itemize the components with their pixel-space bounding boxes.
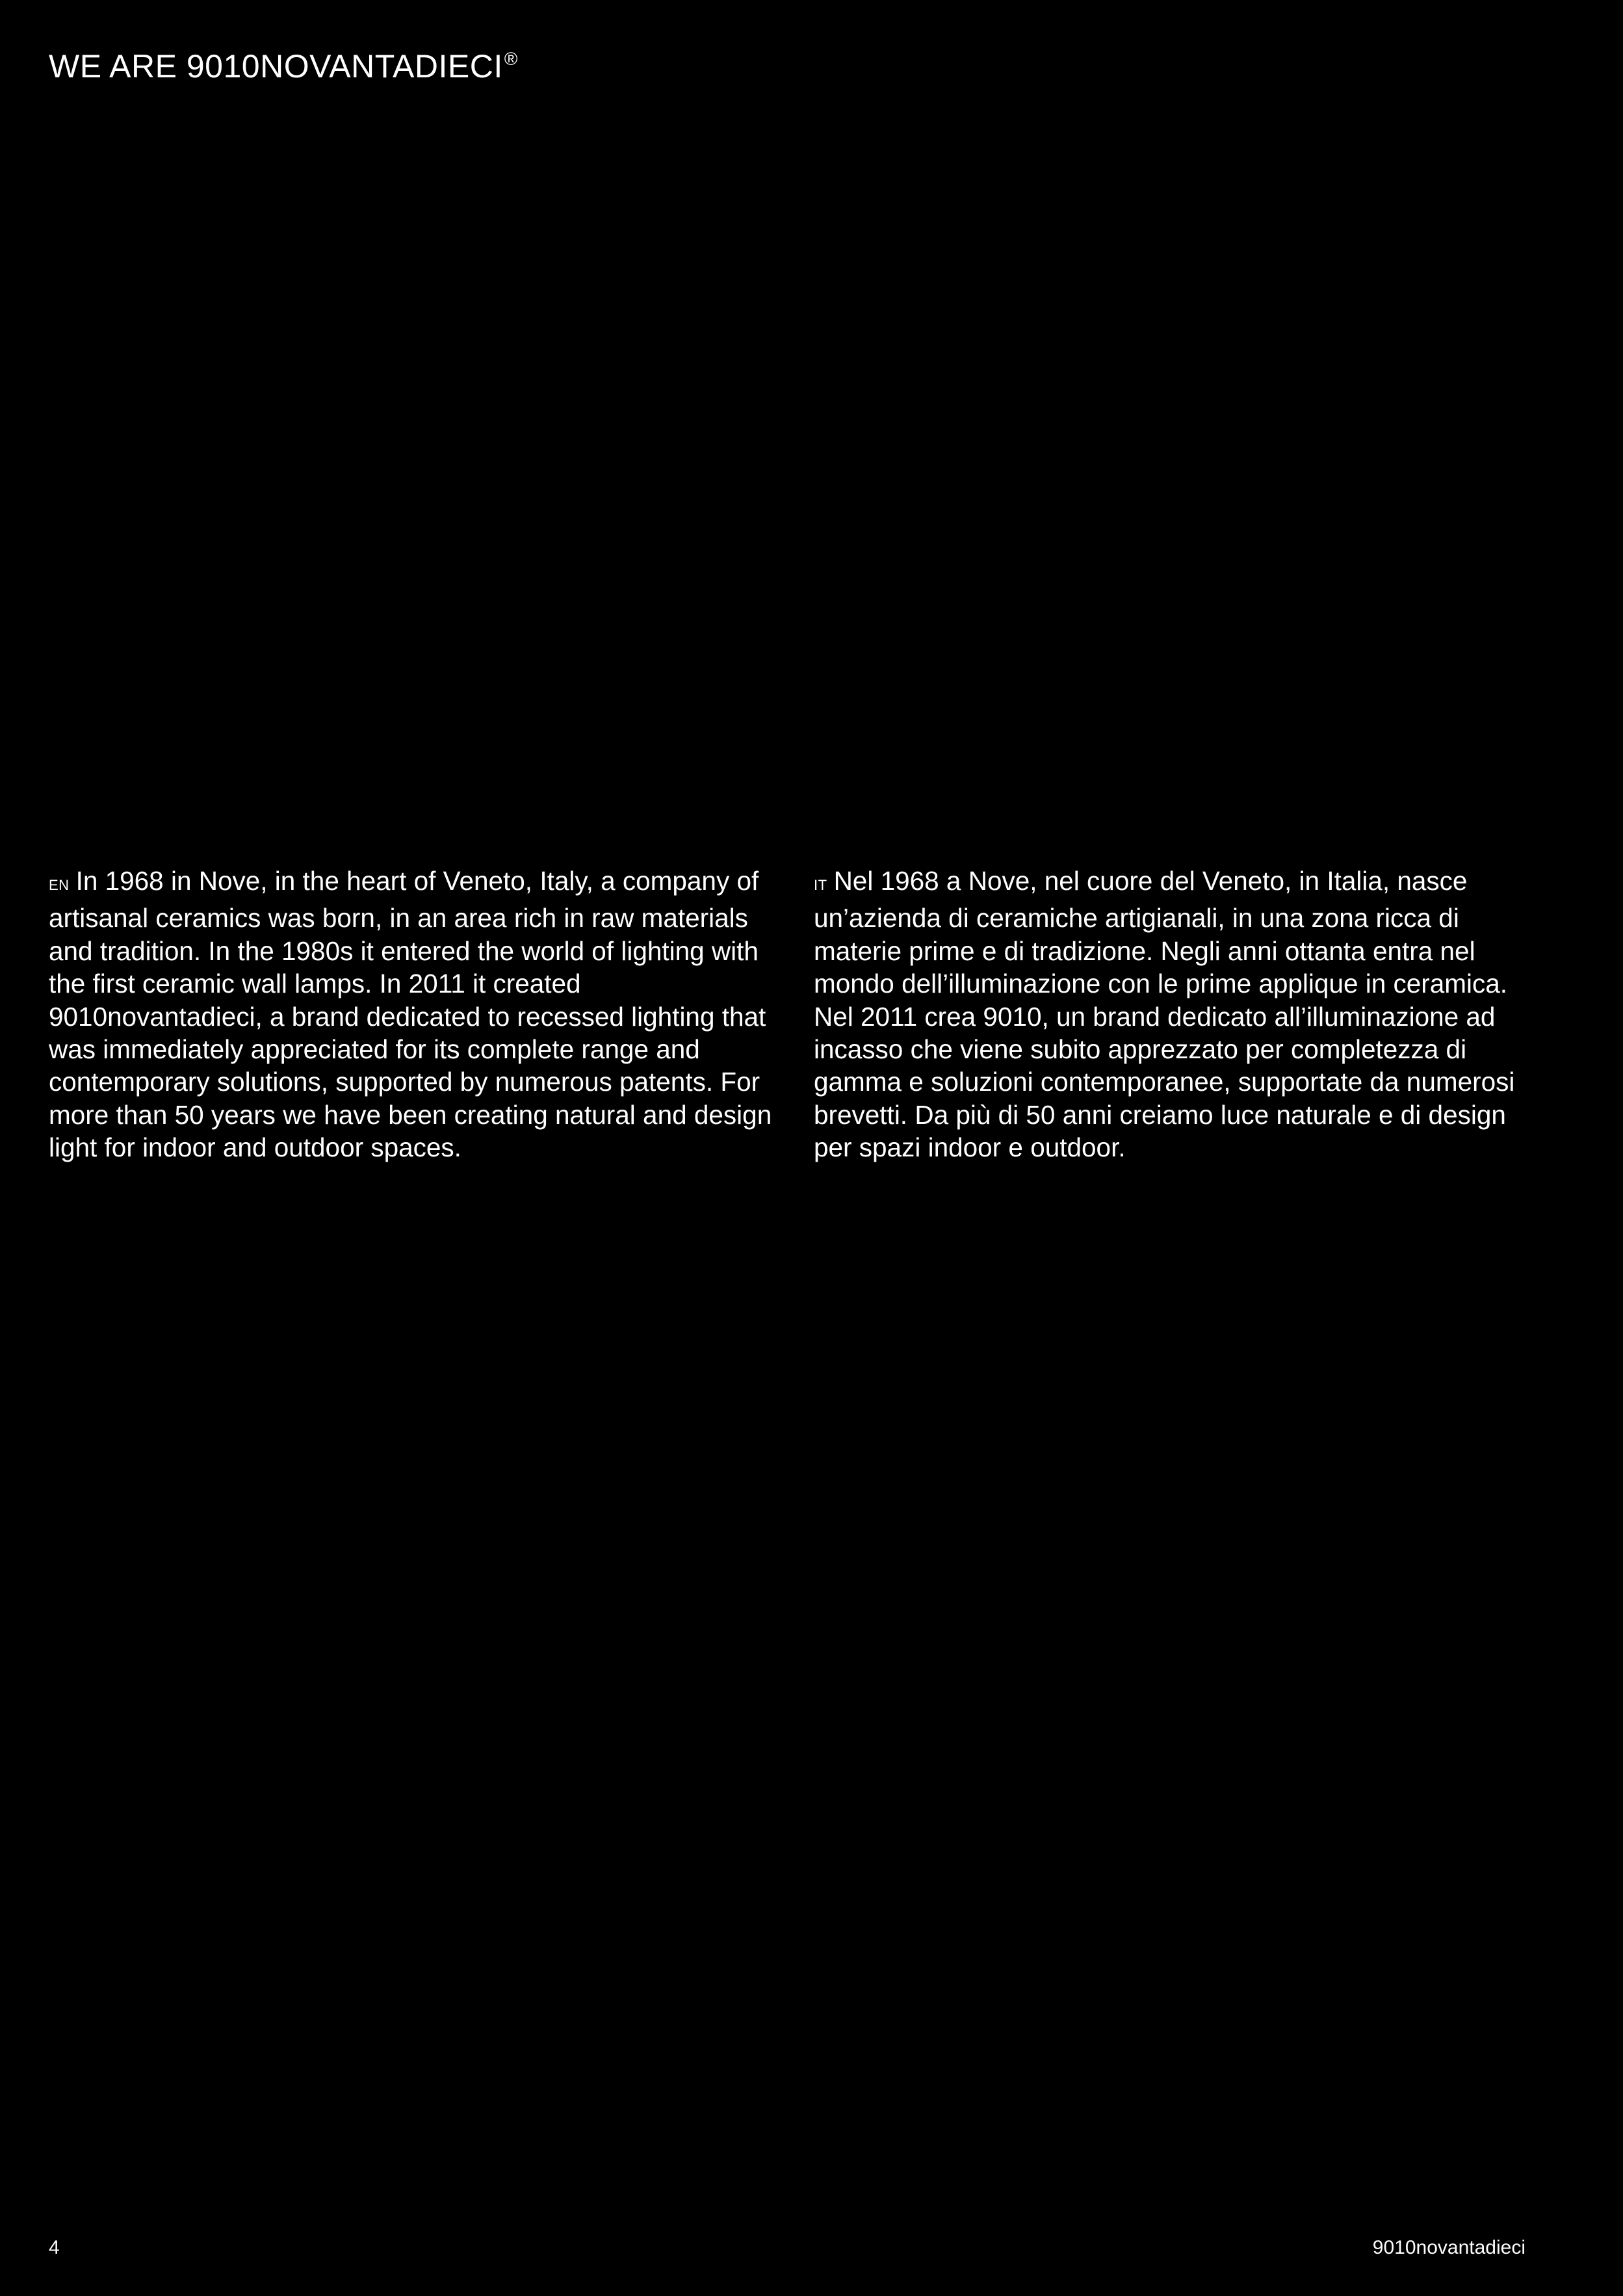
page-number: 4 [49, 2237, 60, 2258]
english-text: In 1968 in Nove, in the heart of Veneto, Italy, a company of artisanal ceramics was born, in an area rich in raw materials and tradition. In the 1980s it entered the world of lighting with the first ceramic wall lamps. In 2011 it created 9010novantadieci, a brand dedicated to recessed lighting that was immediately appreciated for its complete range and contemporary solutions, supported by numerous patents. For more than 50 years we have been creating natural and design light for indoor and outdoor spaces. [49, 866, 772, 1163]
page-title [49, 47, 518, 86]
language-tag-it: IT [814, 877, 827, 893]
footer-brand-name: 9010novantadieci [1372, 2237, 1526, 2258]
italian-paragraph [814, 865, 1542, 1164]
english-paragraph [49, 865, 777, 1164]
page-title-text: WE ARE 9010NOVANTADIECI [49, 48, 503, 85]
italian-text: Nel 1968 a Nove, nel cuore del Veneto, in Italia, nasce un’azienda di ceramiche artigianali, in una zona ricca di materie prime e di tradizione. Negli anni ottanta entra nel mondo dell’illuminazione con le prime applique in ceramica. Nel 2011 crea 9010, un brand dedicato all’illuminazione ad incasso che viene subito apprezzato per completezza di gamma e soluzioni contemporanee, supportate da numerosi brevetti. Da più di 50 anni creiamo luce naturale e di design per spazi indoor e outdoor. [814, 866, 1515, 1163]
language-tag-en: EN [49, 877, 70, 893]
registered-trademark-mark: ® [504, 49, 518, 69]
